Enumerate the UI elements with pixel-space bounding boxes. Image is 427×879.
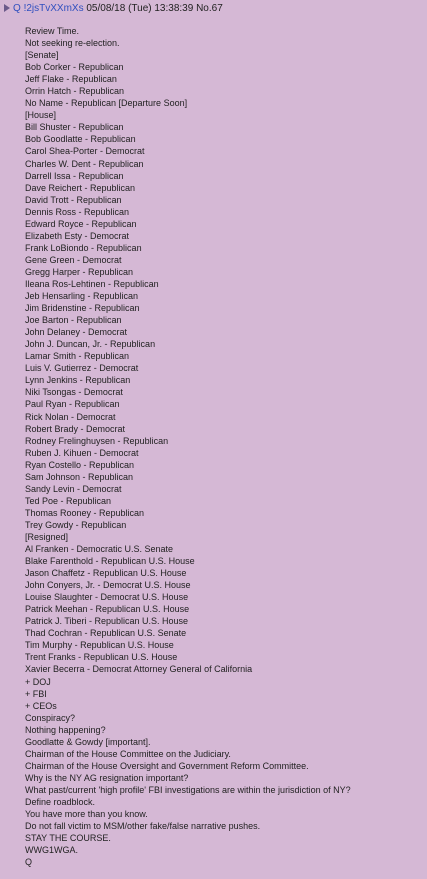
post-line: John J. Duncan, Jr. - Republican bbox=[25, 339, 156, 350]
post-line: You have more than you know. bbox=[25, 809, 148, 820]
post-line: Louise Slaughter - Democrat U.S. House bbox=[25, 592, 189, 603]
post-line: Review Time. bbox=[25, 26, 80, 36]
post-line: Patrick Meehan - Republican U.S. House bbox=[25, 604, 190, 615]
post-line: Trey Gowdy - Republican bbox=[25, 519, 127, 530]
post-line: Nothing happening? bbox=[25, 724, 106, 735]
post-line: Jeff Flake - Republican bbox=[25, 74, 117, 85]
post-line: No Name - Republican [Departure Soon] bbox=[25, 98, 188, 109]
post-line: + DOJ bbox=[25, 676, 51, 687]
post-line: Do not fall victim to MSM/other fake/false narrative pushes. bbox=[25, 821, 261, 832]
post-line: Rodney Frelinghuysen - Republican bbox=[25, 435, 169, 446]
post-line: Sam Johnson - Republican bbox=[25, 471, 134, 482]
post-line: Thad Cochran - Republican U.S. Senate bbox=[25, 628, 187, 639]
post-line: Elizabeth Esty - Democrat bbox=[25, 230, 130, 241]
post-line: Frank LoBiondo - Republican bbox=[25, 242, 142, 253]
post-line: Darrell Issa - Republican bbox=[25, 170, 124, 181]
post-line: Goodlatte & Gowdy [important]. bbox=[25, 736, 151, 747]
post-line: Al Franken - Democratic U.S. Senate bbox=[25, 544, 174, 555]
post-line: Jason Chaffetz - Republican U.S. House bbox=[25, 568, 187, 579]
post-line: Chairman of the House Committee on the Judiciary. bbox=[25, 748, 231, 759]
post-line: Sandy Levin - Democrat bbox=[25, 483, 122, 494]
post-line: Charles W. Dent - Republican bbox=[25, 158, 144, 169]
post-line: Ryan Costello - Republican bbox=[25, 459, 135, 470]
post-line: Gregg Harper - Republican bbox=[25, 266, 134, 277]
post-line: What past/current 'high profile' FBI investigations are within the jurisdiction of NY? bbox=[25, 784, 351, 795]
post-line: Paul Ryan - Republican bbox=[25, 399, 120, 410]
post-line: Jim Bridenstine - Republican bbox=[25, 303, 140, 314]
post-line: Not seeking re-election. bbox=[25, 38, 120, 49]
post-line: STAY THE COURSE. bbox=[25, 833, 111, 844]
post-line: WWG1WGA. bbox=[25, 845, 78, 856]
post-line: Ted Poe - Republican bbox=[25, 495, 112, 506]
post-line: Why is the NY AG resignation important? bbox=[25, 772, 189, 783]
post-line: [Senate] bbox=[25, 50, 59, 61]
post-header bbox=[4, 2, 223, 16]
post-line: Gene Green - Democrat bbox=[25, 254, 122, 265]
post-line: Edward Royce - Republican bbox=[25, 218, 137, 229]
post-line: David Trott - Republican bbox=[25, 194, 122, 205]
post-line: Blake Farenthold - Republican U.S. House bbox=[25, 556, 195, 567]
post-line: Joe Barton - Republican bbox=[25, 315, 122, 326]
poster-tripcode: !2jsTvXXmXs bbox=[23, 3, 84, 14]
post-line: [House] bbox=[25, 110, 57, 121]
post-line: Chairman of the House Oversight and Government Reform Committee. bbox=[25, 760, 309, 771]
post-line: Conspiracy? bbox=[25, 712, 76, 723]
post-line: Dave Reichert - Republican bbox=[25, 182, 136, 193]
post-line: Bob Corker - Republican bbox=[25, 62, 124, 73]
post-line: Thomas Rooney - Republican bbox=[25, 507, 145, 518]
post-line: Ruben J. Kihuen - Democrat bbox=[25, 447, 139, 458]
post-line: Lynn Jenkins - Republican bbox=[25, 375, 131, 386]
poster-name: Q bbox=[13, 3, 21, 14]
post-line: Xavier Becerra - Democrat Attorney General of California bbox=[25, 664, 253, 675]
post-line: Robert Brady - Democrat bbox=[25, 423, 126, 434]
post-line: Define roadblock. bbox=[25, 797, 96, 807]
post-line: Bill Shuster - Republican bbox=[25, 122, 124, 133]
expand-arrow-icon[interactable] bbox=[4, 4, 10, 12]
post-line: Jeb Hensarling - Republican bbox=[25, 291, 139, 302]
post-line: Lamar Smith - Republican bbox=[25, 351, 130, 362]
post-line: Niki Tsongas - Democrat bbox=[25, 387, 123, 398]
post-line: Carol Shea-Porter - Democrat bbox=[25, 146, 145, 157]
post-number[interactable]: No.67 bbox=[196, 3, 223, 14]
post-line: Patrick J. Tiberi - Republican U.S. House bbox=[25, 616, 189, 627]
post-line: Rick Nolan - Democrat bbox=[25, 411, 116, 422]
post-line: Bob Goodlatte - Republican bbox=[25, 134, 136, 145]
post-date: 05/08/18 (Tue) 13:38:39 bbox=[86, 3, 194, 14]
post-line: Dennis Ross - Republican bbox=[25, 206, 130, 217]
post-line: John Conyers, Jr. - Democrat U.S. House bbox=[25, 580, 191, 591]
post-line: [Resigned] bbox=[25, 531, 69, 542]
post-line: + FBI bbox=[25, 688, 47, 699]
post-line: Ileana Ros-Lehtinen - Republican bbox=[25, 278, 159, 289]
post-line: Tim Murphy - Republican U.S. House bbox=[25, 640, 174, 651]
post-line: Luis V. Gutierrez - Democrat bbox=[25, 363, 139, 374]
post-line: + CEOs bbox=[25, 700, 57, 711]
post-line: Q bbox=[25, 857, 33, 868]
post-body bbox=[25, 25, 423, 868]
post-line: Orrin Hatch - Republican bbox=[25, 86, 125, 97]
post-line: Trent Franks - Republican U.S. House bbox=[25, 652, 178, 663]
post-line: John Delaney - Democrat bbox=[25, 327, 128, 338]
